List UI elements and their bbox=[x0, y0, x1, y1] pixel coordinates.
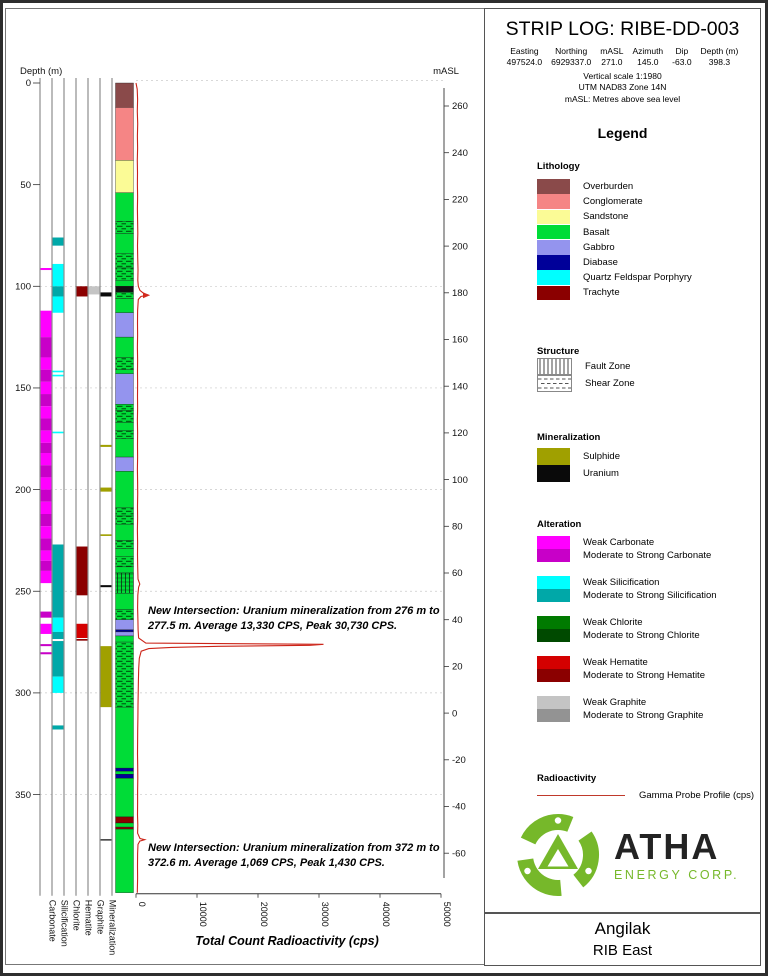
project-name: Angilak bbox=[594, 919, 651, 938]
collar-field: Dip -63.0 bbox=[672, 46, 692, 67]
collar-field: Azimuth 145.0 bbox=[632, 46, 664, 67]
hematite-track bbox=[77, 286, 88, 640]
svg-text:100: 100 bbox=[15, 281, 31, 293]
svg-text:150: 150 bbox=[15, 383, 31, 395]
svg-text:10000: 10000 bbox=[198, 901, 208, 927]
silicification-track bbox=[53, 238, 64, 730]
svg-text:200: 200 bbox=[452, 241, 468, 253]
svg-text:20000: 20000 bbox=[259, 901, 269, 927]
masl-axis-label: mASL bbox=[433, 66, 459, 77]
depth-axis-label: Depth (m) bbox=[20, 66, 63, 77]
legend-title: Legend bbox=[597, 125, 648, 141]
legend-item: Basalt bbox=[537, 225, 692, 240]
lithology-heading: Lithology bbox=[537, 161, 580, 172]
alteration-legend-group: Weak Silicification Moderate to Strong Silicification bbox=[537, 576, 717, 602]
alteration-legend-group: Weak Graphite Moderate to Strong Graphite bbox=[537, 696, 717, 722]
mineralization-heading: Mineralization bbox=[537, 432, 601, 443]
svg-text:40: 40 bbox=[452, 614, 463, 626]
legend-item: Fault Zone bbox=[585, 360, 631, 372]
svg-text:120: 120 bbox=[452, 428, 468, 440]
svg-text:-20: -20 bbox=[452, 755, 466, 766]
alteration-legend-group: Weak Hematite Moderate to Strong Hematite bbox=[537, 656, 717, 682]
svg-text:Silicification: Silicification bbox=[59, 899, 70, 947]
svg-text:350: 350 bbox=[15, 789, 31, 801]
atha-logo-text bbox=[614, 825, 740, 882]
svg-text:0: 0 bbox=[137, 901, 147, 907]
svg-text:30000: 30000 bbox=[320, 901, 330, 927]
gamma-spike-arrow bbox=[143, 292, 150, 298]
legend-item: Trachyte bbox=[537, 285, 692, 300]
svg-text:300: 300 bbox=[15, 688, 31, 700]
collar-field: mASL 271.0 bbox=[600, 46, 624, 67]
collar-field: Depth (m) 398.3 bbox=[700, 46, 739, 67]
legend-item: Conglomerate bbox=[537, 194, 692, 209]
collar-fields bbox=[485, 46, 760, 67]
legend-item: Uranium bbox=[537, 465, 620, 482]
lithology-column bbox=[116, 83, 134, 893]
radioactivity-heading: Radioactivity bbox=[537, 773, 597, 784]
svg-text:0: 0 bbox=[452, 708, 458, 720]
radioactivity-legend bbox=[537, 790, 754, 801]
svg-text:0: 0 bbox=[25, 78, 31, 90]
svg-text:180: 180 bbox=[452, 288, 468, 299]
mineralization-legend bbox=[537, 448, 620, 482]
graphite-track bbox=[89, 286, 100, 294]
logo-wordmark: ATHA bbox=[614, 825, 720, 867]
svg-text:260: 260 bbox=[452, 101, 468, 113]
legend-item: Quartz Feldspar Porphyry bbox=[537, 270, 692, 285]
legend-item: Overburden bbox=[537, 179, 692, 194]
mineralization-track bbox=[101, 292, 112, 840]
alteration-legend bbox=[537, 536, 717, 736]
svg-text:200: 200 bbox=[15, 484, 31, 496]
carbonate-track bbox=[41, 268, 52, 654]
svg-text:Mineralization: Mineralization bbox=[107, 899, 118, 956]
svg-text:50: 50 bbox=[20, 179, 31, 191]
uranium-intersection-annotation-1: New Intersection: Uranium mineralization from 276 m to 277.5 m. Average 13,330 CPS, Peak 30,730 CPS. bbox=[148, 605, 440, 633]
atha-logo bbox=[511, 805, 757, 905]
uranium-intersection-annotation-2: New Intersection: Uranium mineralization from 372 m to 372.6 m. Average 1,069 CPS, Peak 1,430 CPS. bbox=[148, 842, 440, 870]
alteration-legend-group: Weak Chlorite Moderate to Strong Chlorite bbox=[537, 616, 717, 642]
atha-logo-icon bbox=[511, 808, 605, 902]
gamma-line-sample: Gamma Probe Profile (cps) bbox=[537, 790, 754, 801]
lithology-legend bbox=[537, 179, 692, 301]
legend-item: Gabbro bbox=[537, 240, 692, 255]
legend-item: Sulphide bbox=[537, 448, 620, 465]
strip-log-title: STRIP LOG: RIBE-DD-003 bbox=[505, 18, 740, 40]
svg-text:60: 60 bbox=[452, 568, 463, 580]
svg-text:240: 240 bbox=[452, 147, 468, 159]
svg-text:250: 250 bbox=[15, 586, 31, 598]
collar-field: Northing 6929337.0 bbox=[551, 46, 592, 67]
svg-text:Hematite: Hematite bbox=[83, 899, 94, 936]
svg-text:80: 80 bbox=[452, 521, 463, 533]
structure-heading: Structure bbox=[537, 346, 580, 357]
scale-notes: Vertical scale 1:1980 UTM NAD83 Zone 14N mASL: Metres above sea level bbox=[564, 71, 681, 104]
svg-text:20: 20 bbox=[452, 661, 463, 673]
svg-text:220: 220 bbox=[452, 194, 468, 206]
svg-text:140: 140 bbox=[452, 381, 468, 393]
area-name: RIB East bbox=[592, 942, 653, 959]
project-panel bbox=[484, 913, 761, 966]
gamma-probe-profile bbox=[136, 83, 324, 893]
structure-legend bbox=[537, 358, 635, 392]
alteration-heading: Alteration bbox=[537, 519, 582, 530]
collar-field: Easting 497524.0 bbox=[506, 46, 543, 67]
info-panel bbox=[484, 8, 761, 913]
svg-text:Carbonate: Carbonate bbox=[47, 899, 58, 942]
svg-text:50000: 50000 bbox=[442, 901, 452, 927]
svg-text:-40: -40 bbox=[452, 801, 466, 813]
svg-text:Graphite: Graphite bbox=[95, 899, 106, 935]
svg-text:Chlorite: Chlorite bbox=[71, 899, 82, 931]
legend-item: Shear Zone bbox=[585, 377, 635, 389]
radioactivity-axis-title: Total Count Radioactivity (cps) bbox=[195, 934, 379, 948]
alteration-legend-group: Weak Carbonate Moderate to Strong Carbonate bbox=[537, 536, 717, 562]
logo-subtitle: ENERGY CORP. bbox=[614, 867, 740, 882]
legend-item: Sandstone bbox=[537, 209, 692, 224]
svg-text:40000: 40000 bbox=[381, 901, 391, 927]
svg-text:160: 160 bbox=[452, 334, 468, 346]
svg-text:100: 100 bbox=[452, 474, 468, 486]
svg-text:-60: -60 bbox=[452, 848, 466, 860]
legend-item: Diabase bbox=[537, 255, 692, 270]
